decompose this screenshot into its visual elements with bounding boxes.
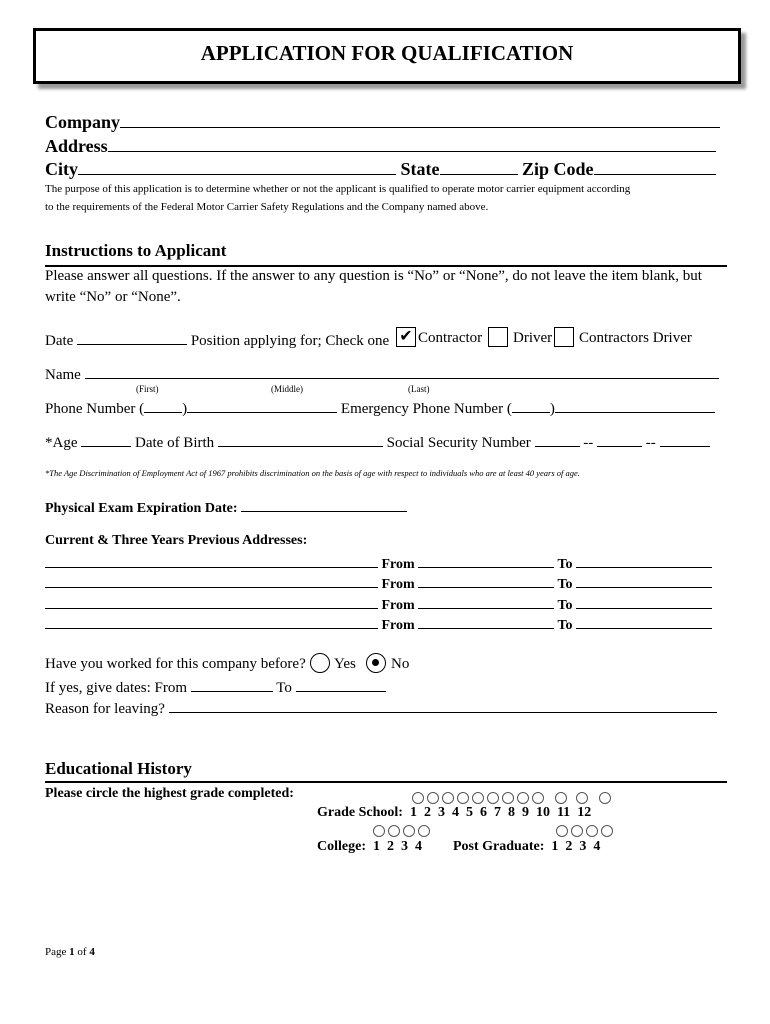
grade-value[interactable]: 6 — [479, 805, 487, 820]
grade-11-circle[interactable] — [576, 792, 588, 804]
ssn-dash-1: -- — [583, 435, 594, 451]
age-label: *Age — [45, 435, 78, 451]
phone-row — [45, 398, 715, 418]
addresses-heading: Current & Three Years Previous Addresses: — [45, 533, 308, 548]
address-field[interactable] — [108, 137, 716, 152]
college-3-circle[interactable] — [403, 825, 415, 837]
grade-4-circle[interactable] — [457, 792, 469, 804]
to-label: To — [557, 577, 573, 592]
college-row — [317, 839, 422, 855]
driver-checkbox[interactable] — [488, 327, 508, 347]
address-history-field[interactable] — [45, 553, 378, 568]
emergency-phone-label: Emergency Phone Number ( — [340, 401, 512, 417]
contractors-driver-checkbox[interactable] — [554, 327, 574, 347]
instructions-rule — [45, 265, 727, 267]
grade-5-circle[interactable] — [472, 792, 484, 804]
to-field[interactable] — [576, 614, 712, 629]
grade-6-circle[interactable] — [487, 792, 499, 804]
age-field[interactable] — [81, 432, 131, 447]
from-label: From — [381, 577, 415, 592]
grade-1-circle[interactable] — [412, 792, 424, 804]
title-box — [33, 28, 741, 84]
purpose-line-1: The purpose of this application is to determine whether or not the applicant is qualified to operate motor carrier equipment according — [45, 183, 631, 195]
ssn-field-3[interactable] — [660, 432, 710, 447]
college-value[interactable]: 1 — [372, 839, 380, 854]
to-label: To — [557, 618, 573, 633]
age-discrimination-note: *The Age Discrimination of Employment Act of 1967 prohibits discrimination on the basis of age with respect to individuals who are at least 40 years of age. — [45, 468, 580, 478]
grade-value[interactable]: 4 — [451, 805, 459, 820]
worked-yes-label: Yes — [334, 656, 356, 672]
instructions-heading: Instructions to Applicant — [45, 241, 227, 260]
postgrad-4-circle[interactable] — [601, 825, 613, 837]
college-value[interactable]: 3 — [400, 839, 408, 854]
contractors-driver-label: Contractors Driver — [579, 330, 692, 346]
reason-field[interactable] — [169, 698, 717, 713]
page-current: 1 — [69, 946, 75, 958]
address-row — [45, 136, 716, 157]
purpose-line-2: to the requirements of the Federal Motor Carrier Safety Regulations and the Company named above. — [45, 201, 489, 213]
page-number — [45, 946, 95, 958]
postgrad-1-circle[interactable] — [556, 825, 568, 837]
driver-label: Driver — [513, 330, 553, 346]
dob-field[interactable] — [218, 432, 383, 447]
to-label: To — [557, 598, 573, 613]
grade-value[interactable]: 3 — [437, 805, 445, 820]
reason-row — [45, 698, 717, 718]
grade-value[interactable]: 12 — [577, 805, 592, 820]
from-field[interactable] — [418, 573, 554, 588]
grade-school-label: Grade School: — [317, 805, 403, 820]
from-label: From — [381, 557, 415, 572]
address-history-field[interactable] — [45, 594, 378, 609]
education-prompt: Please circle the highest grade completed: — [45, 786, 294, 801]
exam-label: Physical Exam Expiration Date: — [45, 501, 238, 516]
phone-area-field[interactable] — [144, 398, 182, 413]
address-history-field[interactable] — [45, 573, 378, 588]
name-row — [45, 364, 719, 384]
grade-7-circle[interactable] — [502, 792, 514, 804]
to-label: To — [557, 557, 573, 572]
postgrad-2-circle[interactable] — [571, 825, 583, 837]
college-value[interactable]: 2 — [386, 839, 394, 854]
grade-value[interactable]: 9 — [521, 805, 529, 820]
grade-value[interactable]: 2 — [423, 805, 431, 820]
name-field[interactable] — [85, 364, 719, 379]
company-row — [45, 112, 720, 133]
dates-to-field[interactable] — [296, 677, 386, 692]
dates-to-label: To — [276, 680, 292, 696]
phone-field[interactable] — [187, 398, 337, 413]
education-rule — [45, 781, 727, 783]
to-field[interactable] — [576, 553, 712, 568]
postgrad-3-circle[interactable] — [586, 825, 598, 837]
postgrad-row — [453, 839, 600, 855]
grade-value[interactable]: 7 — [493, 805, 501, 820]
ssn-field-1[interactable] — [535, 432, 580, 447]
ssn-label: Social Security Number — [386, 435, 531, 451]
emergency-phone-field[interactable] — [555, 398, 715, 413]
date-label: Date — [45, 333, 74, 349]
contractor-checkbox[interactable]: ✔ — [396, 327, 416, 347]
date-position-row — [45, 330, 389, 350]
company-field[interactable] — [120, 113, 720, 128]
address-history-row — [45, 614, 712, 634]
name-label: Name — [45, 367, 81, 383]
education-heading: Educational History — [45, 759, 192, 778]
city-row — [45, 159, 716, 180]
address-history-row — [45, 553, 712, 573]
name-middle-caption: (Middle) — [271, 384, 303, 394]
address-label: Address — [45, 136, 108, 156]
grade-value[interactable]: 10 — [535, 805, 550, 820]
college-value[interactable]: 4 — [414, 839, 422, 854]
page-prefix: Page — [45, 946, 67, 958]
grade-value[interactable]: 11 — [556, 805, 571, 820]
name-first-caption: (First) — [136, 384, 159, 394]
grade-school-row — [317, 805, 591, 821]
name-last-caption: (Last) — [408, 384, 430, 394]
emergency-paren: ) — [549, 401, 555, 417]
from-label: From — [381, 618, 415, 633]
worked-yes-radio[interactable] — [310, 653, 330, 673]
company-label: Company — [45, 112, 121, 132]
to-field[interactable] — [576, 573, 712, 588]
dates-from-field[interactable] — [191, 677, 273, 692]
to-field[interactable] — [576, 594, 712, 609]
page-title: APPLICATION FOR QUALIFICATION — [200, 41, 574, 65]
from-field[interactable] — [418, 594, 554, 609]
from-label: From — [381, 598, 415, 613]
from-field[interactable] — [418, 614, 554, 629]
college-1-circle[interactable] — [373, 825, 385, 837]
ssn-field-2[interactable] — [597, 432, 642, 447]
exam-date-field[interactable] — [241, 497, 407, 512]
emergency-area-field[interactable] — [512, 398, 550, 413]
zip-label: Zip Code — [522, 159, 594, 179]
grade-3-circle[interactable] — [442, 792, 454, 804]
city-field[interactable] — [78, 160, 396, 175]
state-label: State — [400, 159, 440, 179]
from-field[interactable] — [418, 553, 554, 568]
age-row — [45, 432, 710, 452]
city-label: City — [45, 159, 78, 179]
contractor-label: Contractor — [418, 330, 483, 346]
phone-paren: ) — [182, 401, 188, 417]
date-field[interactable] — [77, 330, 187, 345]
postgrad-value[interactable]: 2 — [565, 839, 573, 854]
phone-label: Phone Number ( — [45, 401, 145, 417]
worked-question: Have you worked for this company before? — [45, 656, 306, 672]
grade-value[interactable]: 1 — [409, 805, 417, 820]
grade-8-circle[interactable] — [517, 792, 529, 804]
college-2-circle[interactable] — [388, 825, 400, 837]
grade-9-circle[interactable] — [532, 792, 544, 804]
grade-value[interactable]: 8 — [507, 805, 515, 820]
zip-field[interactable] — [594, 160, 716, 175]
dates-from-label: If yes, give dates: From — [45, 680, 188, 696]
postgrad-label: Post Graduate: — [453, 839, 545, 854]
exam-row — [45, 497, 407, 517]
postgrad-value[interactable]: 1 — [551, 839, 559, 854]
grade-12-circle[interactable] — [599, 792, 611, 804]
worked-no-radio[interactable] — [366, 653, 386, 673]
address-history-row — [45, 594, 712, 614]
page-of: of — [77, 946, 87, 958]
instructions-line-2: write “No” or “None”. — [45, 289, 181, 305]
ssn-dash-2: -- — [645, 435, 656, 451]
instructions-line-1: Please answer all questions. If the answer to any question is “No” or “None”, do not leave the item blank, but — [45, 268, 702, 284]
state-field[interactable] — [440, 160, 518, 175]
position-label: Position applying for; Check one — [190, 333, 390, 349]
grade-10-circle[interactable] — [555, 792, 567, 804]
college-4-circle[interactable] — [418, 825, 430, 837]
page-total: 4 — [89, 946, 95, 958]
dob-label: Date of Birth — [135, 435, 215, 451]
grade-value[interactable]: 5 — [465, 805, 473, 820]
address-history-field[interactable] — [45, 614, 378, 629]
worked-no-label: No — [391, 656, 410, 672]
grade-2-circle[interactable] — [427, 792, 439, 804]
reason-label: Reason for leaving? — [45, 701, 165, 717]
college-label: College: — [317, 839, 366, 854]
worked-dates-row — [45, 677, 386, 697]
address-history-row — [45, 573, 712, 593]
postgrad-value[interactable]: 4 — [593, 839, 601, 854]
postgrad-value[interactable]: 3 — [579, 839, 587, 854]
